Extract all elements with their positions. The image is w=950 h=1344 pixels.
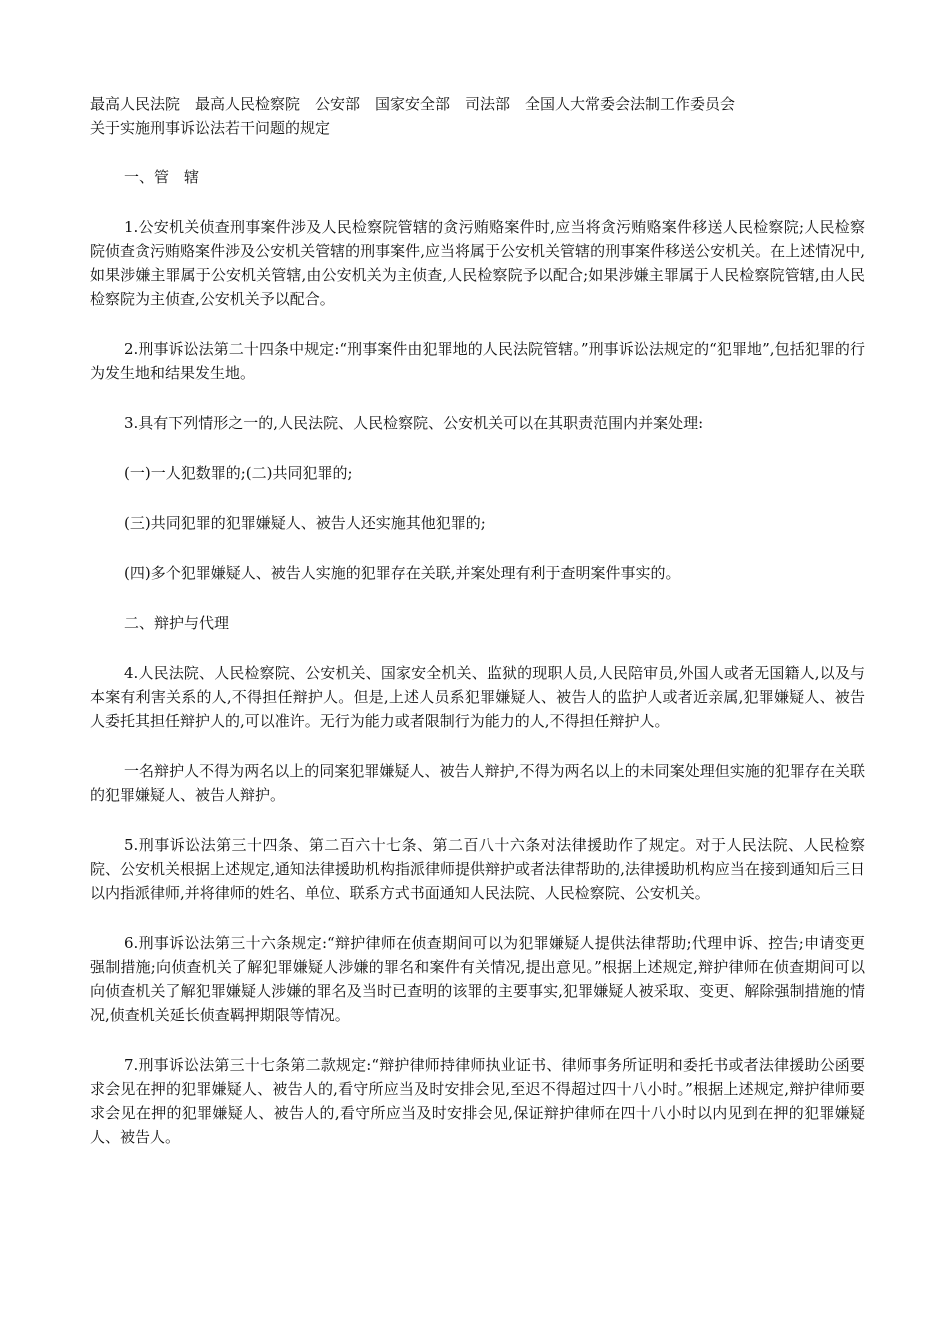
- issuing-authorities: 最高人民法院 最高人民检察院 公安部 国家安全部 司法部 全国人大常委会法制工作委员会: [90, 95, 736, 113]
- document-body: [90, 91, 865, 1175]
- list-item: (一)一人犯数罪的;(二)共同犯罪的;: [124, 464, 353, 482]
- document-title: 关于实施刑事诉讼法若干问题的规定: [90, 119, 331, 137]
- list-item: (三)共同犯罪的犯罪嫌疑人、被告人还实施其他犯罪的;: [124, 514, 486, 532]
- paragraph: 5.刑事诉讼法第三十四条、第二百六十七条、第二百八十六条对法律援助作了规定。对于人民法院、人民检察院、公安机关根据上述规定,通知法律援助机构指派律师提供辩护或者法律帮助的,法律援助机构应当在接到通知后三日以内指派律师,并将律师的姓名、单位、联系方式书面通知人民法院、人民检察院、公安机关。: [90, 836, 865, 902]
- paragraph: 6.刑事诉讼法第三十六条规定:“辩护律师在侦查期间可以为犯罪嫌疑人提供法律帮助;代理申诉、控告;申请变更强制措施;向侦查机关了解犯罪嫌疑人涉嫌的罪名和案件有关情况,提出意见。”根据上述规定,辩护律师在侦查期间可以向侦查机关了解犯罪嫌疑人涉嫌的罪名及当时已查明的该罪的主要事实,犯罪嫌疑人被采取、变更、解除强制措施的情况,侦查机关延长侦查羁押期限等情况。: [90, 934, 865, 1024]
- list-item: (四)多个犯罪嫌疑人、被告人实施的犯罪存在关联,并案处理有利于查明案件事实的。: [124, 564, 681, 582]
- section-heading-jurisdiction: 一、管 辖: [124, 168, 200, 186]
- paragraph: 3.具有下列情形之一的,人民法院、人民检察院、公安机关可以在其职责范围内并案处理:: [124, 414, 704, 432]
- paragraph: 4.人民法院、人民检察院、公安机关、国家安全机关、监狱的现职人员,人民陪审员,外国人或者无国籍人,以及与本案有利害关系的人,不得担任辩护人。但是,上述人员系犯罪嫌疑人、被告人的监护人或者近亲属,犯罪嫌疑人、被告人委托其担任辩护人的,可以准许。无行为能力或者限制行为能力的人,不得担任辩护人。: [90, 664, 865, 730]
- paragraph: 7.刑事诉讼法第三十七条第二款规定:“辩护律师持律师执业证书、律师事务所证明和委托书或者法律援助公函要求会见在押的犯罪嫌疑人、被告人的,看守所应当及时安排会见,至迟不得超过四十八小时。”根据上述规定,辩护律师要求会见在押的犯罪嫌疑人、被告人的,看守所应当及时安排会见,保证辩护律师在四十八小时以内见到在押的犯罪嫌疑人、被告人。: [90, 1056, 865, 1146]
- paragraph: 一名辩护人不得为两名以上的同案犯罪嫌疑人、被告人辩护,不得为两名以上的未同案处理但实施的犯罪存在关联的犯罪嫌疑人、被告人辩护。: [90, 762, 865, 804]
- paragraph: 2.刑事诉讼法第二十四条中规定:“刑事案件由犯罪地的人民法院管辖。”刑事诉讼法规定的“犯罪地”,包括犯罪的行为发生地和结果发生地。: [90, 340, 865, 382]
- section-heading-defense: 二、辩护与代理: [124, 614, 230, 632]
- paragraph: 1.公安机关侦查刑事案件涉及人民检察院管辖的贪污贿赂案件时,应当将贪污贿赂案件移送人民检察院;人民检察院侦查贪污贿赂案件涉及公安机关管辖的刑事案件,应当将属于公安机关管辖的刑事案件移送公安机关。在上述情况中,如果涉嫌主罪属于公安机关管辖,由公安机关为主侦查,人民检察院予以配合;如果涉嫌主罪属于人民检察院管辖,由人民检察院为主侦查,公安机关予以配合。: [90, 218, 865, 308]
